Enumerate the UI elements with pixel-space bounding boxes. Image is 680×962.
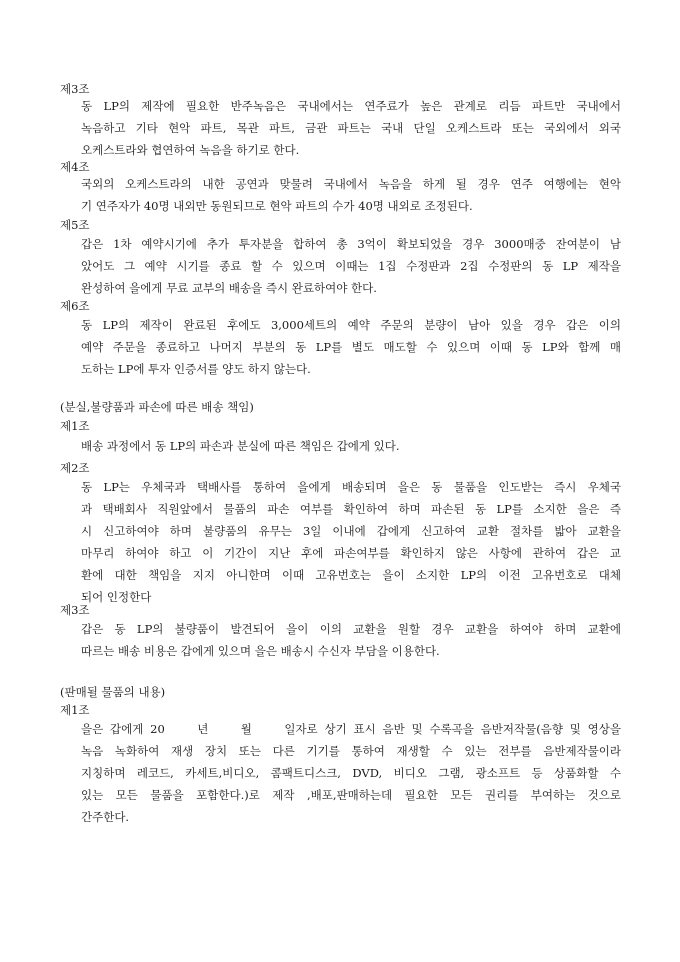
- article-line: 간주한다.: [81, 810, 130, 824]
- article-line: 되어 인정한다: [81, 590, 152, 604]
- article-body: [81, 718, 621, 828]
- article-label: 제4조: [60, 160, 90, 174]
- article-label: 제3조: [60, 603, 90, 617]
- article-line: 도하는 LP에 투자 인증서를 양도 하지 않는다.: [81, 362, 311, 376]
- article-line: 동 LP의 제작이 완료된 후에도 3,000세트의 예약 주문의 분량이 남아 있을 경우 갑은 이의: [81, 318, 621, 332]
- article-line: 갑은 동 LP의 불량품이 발견되어 을이 이의 교환을 원할 경우 교환을 하여야 하며 교환에: [81, 622, 621, 636]
- article-label: 제6조: [60, 299, 90, 313]
- section-heading: (판매될 물품의 내용): [60, 685, 166, 699]
- article-line: 있는 모든 물품을 포함한다.)로 제작 ,배포,판매하는데 필요한 모든 권리를 부여하는 것으로: [81, 788, 621, 802]
- article-label: 제5조: [60, 218, 90, 232]
- article-label: 제3조: [60, 82, 90, 96]
- article-line: 기 연주자가 40명 내외만 동원되므로 현악 파트의 수가 40명 내외로 조정된다.: [81, 199, 473, 213]
- article-line: 동 LP의 제작에 필요한 반주녹음은 국내에서는 연주료가 높은 관계로 리듬 파트만 국내에서: [81, 99, 621, 113]
- article-line: 오케스트라와 협연하여 녹음을 하기로 한다.: [81, 143, 300, 157]
- article-line: 과 택배회사 직원앞에서 물품의 파손 여부를 확인하여 하며 파손된 동 LP를 소지한 을은 즉: [81, 502, 621, 516]
- article-line: 을은 갑에게 20 년 월 일자로 상기 표시 음반 및 수록곡을 음반저작물(음향 및 영상을: [81, 722, 621, 736]
- article-line: 았어도 그 예약 시기를 종료 할 수 있으며 이때는 1집 수정판과 2집 수정판의 동 LP 제작을: [81, 259, 621, 273]
- article-body: [81, 233, 621, 299]
- section-heading: (분실,불량품과 파손에 따른 배송 책임): [60, 400, 254, 414]
- article-line: 완성하여 을에게 무료 교부의 배송을 즉시 완료하여야 한다.: [81, 281, 377, 295]
- article-body: [81, 173, 621, 217]
- article-body: [81, 476, 621, 608]
- article-line: 마무리 하여야 하고 이 기간이 지난 후에 파손여부를 확인하지 않은 사항에 관하여 갑은 교: [81, 546, 621, 560]
- article-line: 갑은 1차 예약시기에 추가 투자분을 합하여 총 3억이 확보되었을 경우 3000매중 잔여분이 남: [81, 237, 621, 251]
- article-label: 제2조: [60, 461, 90, 475]
- article-label: 제1조: [60, 703, 90, 717]
- article-body: [81, 314, 621, 380]
- article-line: 배송 과정에서 동 LP의 파손과 분실에 따른 책임은 갑에게 있다.: [81, 439, 400, 453]
- article-line: 녹음하고 기타 현악 파트, 목관 파트, 금관 파트는 국내 단일 오케스트라 또는 국외에서 외국: [81, 121, 621, 135]
- article-label: 제1조: [60, 419, 90, 433]
- article-body: [81, 95, 621, 161]
- article-line: 국외의 오케스트라의 내한 공연과 맞물려 국내에서 녹음을 하게 될 경우 연주 여행에는 현악: [81, 177, 621, 191]
- article-body: [81, 435, 621, 457]
- article-line: 환에 대한 책임을 지지 아니한며 이때 고유번호는 을이 소지한 LP의 이전 고유번호로 대체: [81, 568, 621, 582]
- article-line: 따르는 배송 비용은 갑에게 있으며 을은 배송시 수신자 부담을 이용한다.: [81, 644, 440, 658]
- article-line: 동 LP는 우체국과 택배사를 통하여 을에게 배송되며 을은 동 물품을 인도받는 즉시 우체국: [81, 480, 621, 494]
- article-body: [81, 618, 621, 662]
- article-line: 시 신고하여야 하며 불량품의 유무는 3일 이내에 갑에게 신고하여 교환 절차를 밟아 교환을: [81, 524, 621, 538]
- article-line: 지칭하며 레코드, 카세트,비디오, 콤팩트디스크, DVD, 비디오 그램, 광소프트 등 상품화할 수: [81, 766, 621, 780]
- article-line: 예약 주문을 종료하고 나머지 부분의 동 LP를 별도 매도할 수 있으며 이때 동 LP와 함께 매: [81, 340, 621, 354]
- article-line: 녹음 녹화하여 재생 장치 또는 다른 기기를 통하여 재생할 수 있는 전부를 음반제작물이라: [81, 744, 621, 758]
